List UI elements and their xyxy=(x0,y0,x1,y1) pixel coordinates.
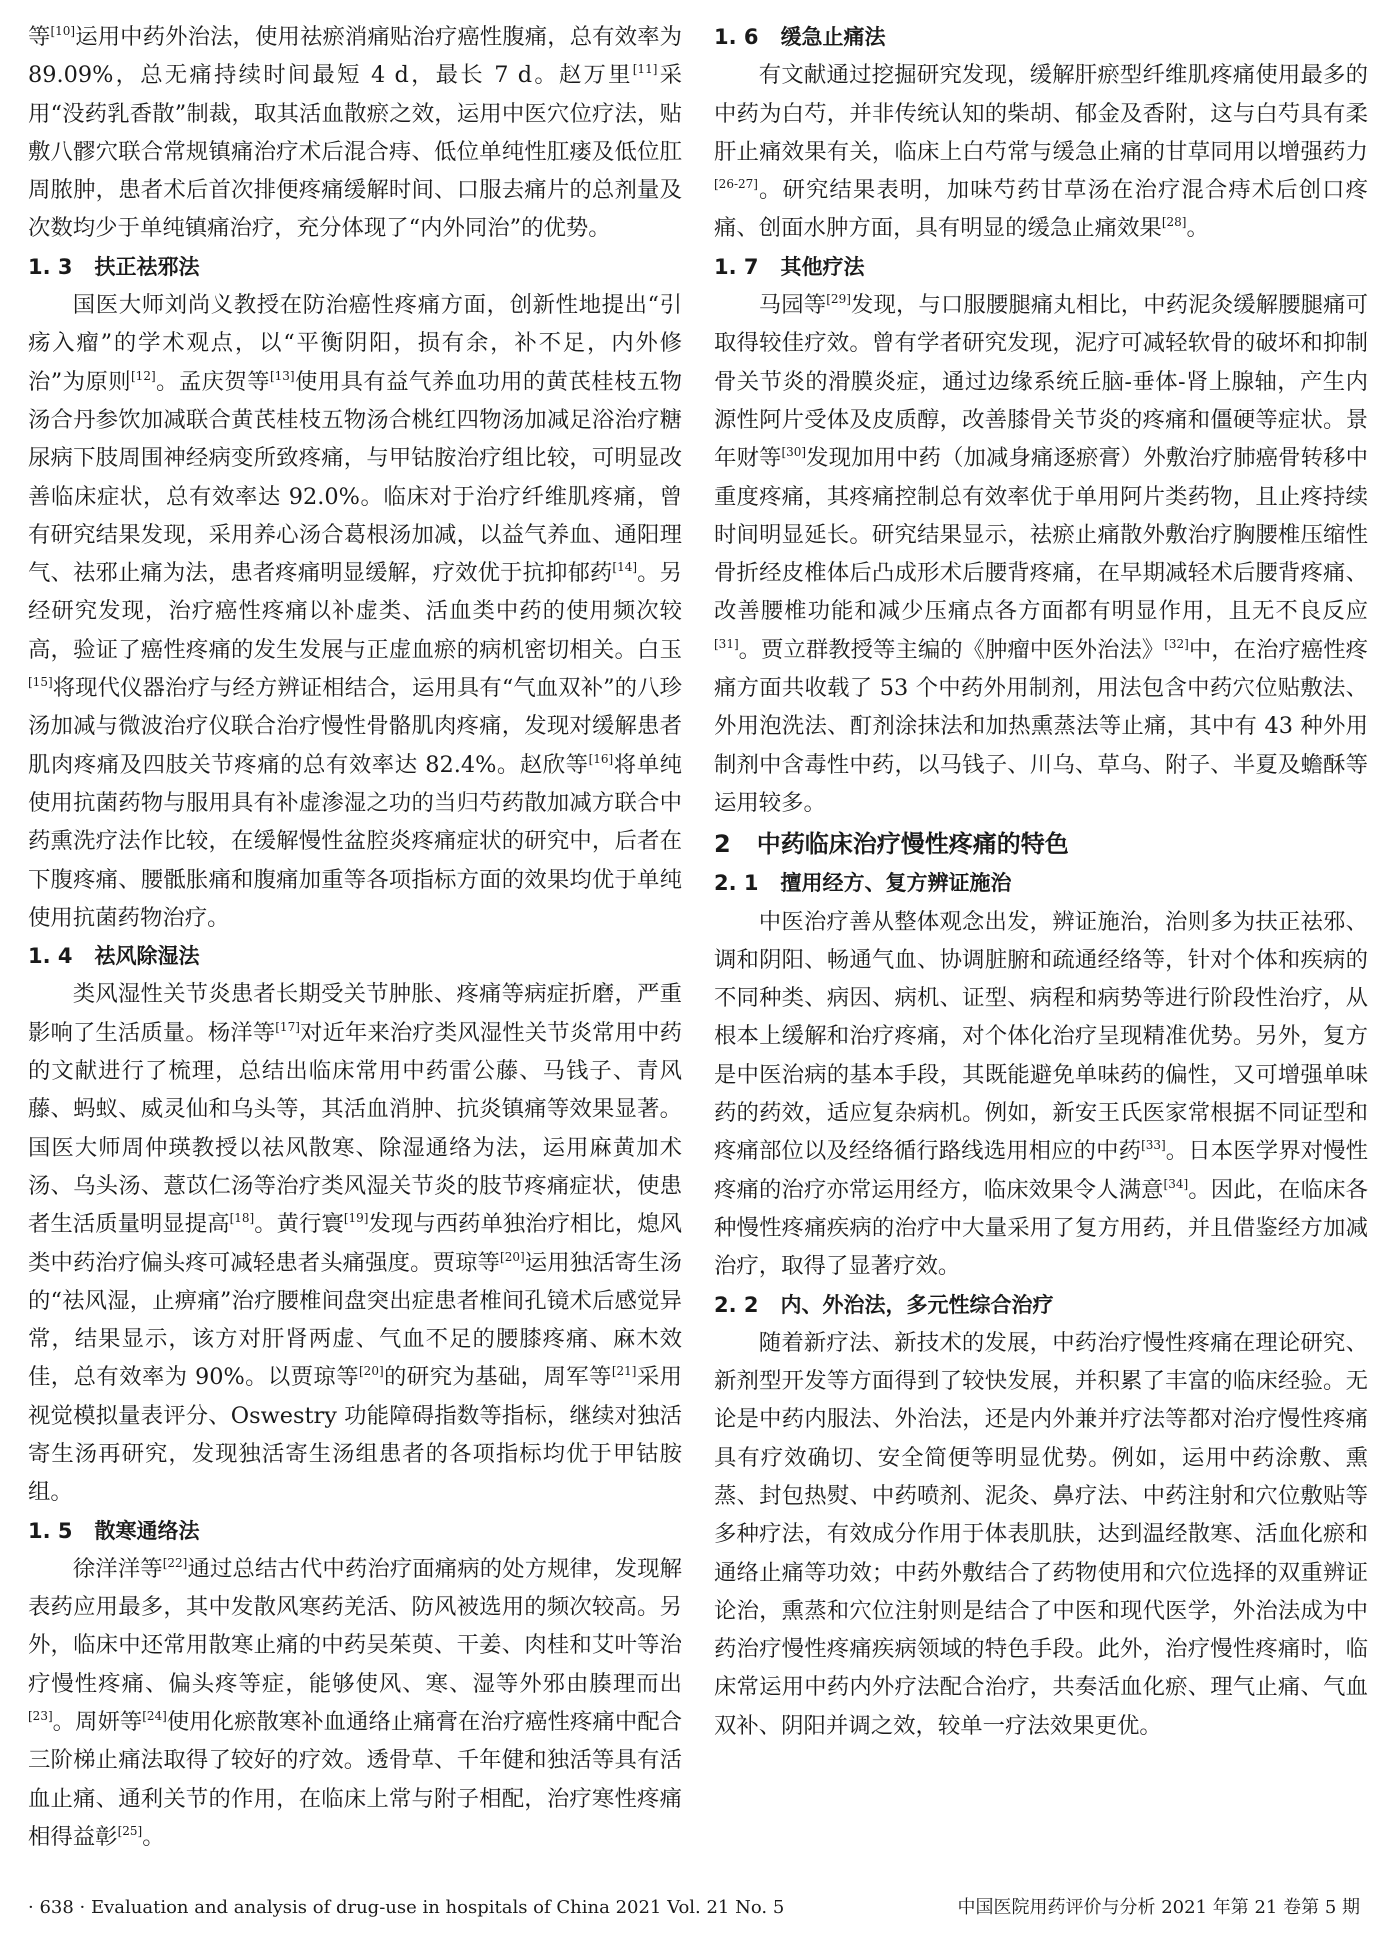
section-number: 2 xyxy=(714,830,731,859)
citation: [25] xyxy=(117,1823,143,1838)
text-run: 发现加用中药（加减身痛逐瘀膏）外敷治疗肺癌骨转移中重度疼痛，其疼痛控制总有效率优于单用阿片类药物，且止疼持续时间明显延长。研究结果显示，祛瘀止痛散外敷治疗胸腰椎压缩性骨折经皮椎体后凸成形术后腰背疼痛，在早期减轻术后腰背疼痛、改善腰椎功能和减少压痛点各方面都有明显作用，且无不良反应 xyxy=(714,445,1369,625)
citation: [26-27] xyxy=(714,177,758,192)
text-run: 采用视觉模拟量表评分、Oswestry 功能障碍指数等指标，继续对独活寄生汤再研究，发现独活寄生汤组患者的各项指标均优于甲钴胺组。 xyxy=(28,1364,683,1506)
section-title: 其他疗法 xyxy=(780,254,865,279)
citation: [10] xyxy=(50,24,76,38)
text-run: 对近年来治疗类风湿性关节炎常用中药的文献进行了梳理，总结出临床常用中药雷公藤、马钱子、青风藤、蚂蚁、威灵仙和乌头等，其活血消肿、抗炎镇痛等效果显著。国医大师周仲瑛教授以祛风散寒、除湿通络为法，运用麻黄加术汤、乌头汤、薏苡仁汤等治疗类风湿关节炎的肢节疼痛症状，使患者生活质量明显提高 xyxy=(28,1019,683,1238)
section-title: 缓急止痛法 xyxy=(780,25,886,49)
paragraph xyxy=(714,56,1368,247)
citation: [30] xyxy=(781,445,807,460)
text-run: 国医大师刘尚义教授在防治癌性疼痛方面，创新性地提出“引疡入瘤”的学术观点，以“平衡阴阳，损有余，补不足，内外修治”为原则 xyxy=(28,292,682,395)
section-title: 内、外治法，多元性综合治疗 xyxy=(780,1292,1054,1317)
text-run: 。因此，在临床各种慢性疼痛疾病的治疗中大量采用了复方用药，并且借鉴经方加减治疗，取得了显著疗效。 xyxy=(714,1176,1369,1280)
citation: [28] xyxy=(1161,215,1187,230)
section-heading-2-2 xyxy=(714,1286,1368,1324)
text-run: 。贾立群教授等主编的《肿瘤中医外治法》 xyxy=(738,636,1165,663)
paragraph xyxy=(28,286,682,937)
citation: [15] xyxy=(28,675,53,690)
text-run: 。另经研究发现，治疗癌性疼痛以补虚类、活血类中药的使用频次较高，验证了癌性疼痛的发生发展与正虚血瘀的病机密切相关。白玉 xyxy=(28,560,683,663)
text-run: 等 xyxy=(28,24,51,50)
text-run: 。研究结果表明，加味芍药甘草汤在治疗混合痔术后创口疼痛、创面水肿方面，具有明显的缓急止痛效果 xyxy=(714,177,1368,242)
text-run: 使用具有益气养血功用的黄芪桂枝五物汤合丹参饮加减联合黄芪桂枝五物汤合桃红四物汤加减足浴治疗糖尿病下肢周围神经病变所致疼痛，与甲钴胺治疗组比较，可明显改善临床症状，总有效率达 92.0%。临床对于治疗纤维肌疼痛，曾有研究结果发现，采用养心汤合葛根汤加减，以益气养血、通阳理气、祛邪止痛为法，患者疼痛明显缓解，疗效优于抗抑郁药 xyxy=(28,368,683,587)
citation: [23] xyxy=(28,1709,53,1724)
citation: [24] xyxy=(142,1709,167,1724)
citation: [18] xyxy=(229,1211,255,1226)
citation: [16] xyxy=(588,751,614,766)
section-number: 2. 1 xyxy=(714,871,759,896)
footer-journal-english: · 638 · Evaluation and analysis of drug-use in hospitals of China 2021 Vol. 21 No. 5 xyxy=(28,1897,785,1918)
section-number: 1. 6 xyxy=(714,25,759,49)
paragraph xyxy=(714,1324,1368,1745)
text-run: 随着新疗法、新技术的发展，中药治疗慢性疼痛在理论研究、新剂型开发等方面得到了较快发展，并积累了丰富的临床经验。无论是中药内服法、外治法，还是内外兼并疗法等都对治疗慢性疼痛具有疗效确切、安全简便等明显优势。例如，运用中药涂敷、熏蒸、封包热熨、中药喷剂、泥灸、鼻疗法、中药注射和穴位敷贴等多种疗法，有效成分作用于体表肌肤，达到温经散寒、活血化瘀和通络止痛等功效；中药外敷结合了药物使用和穴位选择的双重辨证论治，熏蒸和穴位注射则是结合了中医和现代医学，外治法成为中药治疗慢性疼痛疾病领域的特色手段。此外，治疗慢性疼痛时，临床常运用中药内外疗法配合治疗，共奏活血化瘀、理气止痛、气血双补、阴阳并调之效，较单一疗法效果更优。 xyxy=(714,1329,1368,1739)
text-run: 发现，与口服腰腿痛丸相比，中药泥灸缓解腰腿痛可取得较佳疗效。曾有学者研究发现，泥疗可减轻软骨的破坏和抑制骨关节炎的滑膜炎症，通过边缘系统丘脑-垂体-肾上腺轴，产生内源性阿片受体及皮质醇，改善膝骨关节炎的疼痛和僵硬等症状。景年财等 xyxy=(714,292,1369,472)
text-run: 。孟庆贺等 xyxy=(155,368,270,395)
section-number: 1. 7 xyxy=(714,254,759,279)
citation: [33] xyxy=(1141,1138,1166,1153)
section-title: 扶正祛邪法 xyxy=(94,254,200,279)
text-run: 运用中药外治法，使用祛瘀消痛贴治疗癌性腹痛，总有效率为 89.09%，总无痛持续时间最短 4 d，最长 7 d。赵万里 xyxy=(28,24,683,89)
citation: [21] xyxy=(611,1364,637,1379)
section-heading-1-3 xyxy=(28,248,682,286)
section-number: 1. 4 xyxy=(28,944,73,969)
section-heading-1-6 xyxy=(714,18,1368,56)
text-run: 通过总结古代中药治疗面痛病的处方规律，发现解表药应用最多，其中发散风寒药羌活、防风被选用的频次较高。另外，临床中还常用散寒止痛的中药吴茱萸、干姜、肉桂和艾叶等治疗慢性疼痛、偏头疼等症，能够使风、寒、湿等外邪由腠理而出 xyxy=(28,1555,683,1697)
section-number: 1. 5 xyxy=(28,1518,73,1543)
text-run: 将单纯使用抗菌药物与服用具有补虚渗湿之功的当归芍药散加减方联合中药熏洗疗法作比较，在缓解慢性盆腔炎疼痛症状的研究中，后者在下腹疼痛、腰骶胀痛和腹痛加重等各项指标方面的效果均优于单纯使用抗菌药物治疗。 xyxy=(28,751,683,931)
citation: [20] xyxy=(500,1249,525,1264)
text-run: 。黄行寰 xyxy=(254,1211,344,1238)
text-run: 中医治疗善从整体观念出发，辨证施治，治则多为扶正祛邪、调和阴阳、畅通气血、协调脏腑和疏通经络等，针对个体和疾病的不同种类、病因、病机、证型、病程和病势等进行阶段性治疗，从根本上缓解和治疗疼痛，对个体化治疗呈现精准优势。另外，复方是中医治病的基本手段，其既能避免单味药的偏性，又可增强单味药的药效，适应复杂病机。例如，新安王氏医家常根据不同证型和疼痛部位以及经络循行路线选用相应的中药 xyxy=(714,908,1368,1165)
text-run: 使用化瘀散寒补血通络止痛膏在治疗癌性疼痛中配合三阶梯止痛法取得了较好的疗效。透骨草、千年健和独活等具有活血止痛、通利关节的作用，在临床上常与附子相配，治疗寒性疼痛相得益彰 xyxy=(28,1709,683,1850)
citation: [31] xyxy=(714,636,739,651)
citation: [29] xyxy=(826,292,851,307)
citation: [11] xyxy=(632,62,658,77)
citation: [34] xyxy=(1163,1176,1189,1191)
citation: [22] xyxy=(162,1555,188,1570)
section-heading-2 xyxy=(714,824,1368,864)
text-run: 中，在治疗癌性疼痛方面共收载了 53 个中药外用制剂，用法包含中药穴位贴敷法、外用泡洗法、酊剂涂抹法和加热熏蒸法等止痛，其中有 43 种外用制剂中含毒性中药，以马钱子、川乌、草乌、附子、半夏及蟾酥等运用较多。 xyxy=(714,636,1369,816)
text-run: 徐洋洋等 xyxy=(72,1555,163,1582)
citation: [14] xyxy=(612,560,638,575)
citation: [13] xyxy=(269,368,295,383)
text-run: 。 xyxy=(1186,215,1209,242)
paragraph xyxy=(28,1550,682,1856)
section-title: 祛风除湿法 xyxy=(94,944,200,969)
right-column xyxy=(714,18,1368,1745)
text-run: 。日本医学界对慢性疼痛的治疗亦常运用经方，临床效果令人满意 xyxy=(714,1138,1369,1203)
section-title: 擅用经方、复方辨证施治 xyxy=(780,871,1012,896)
section-number: 1. 3 xyxy=(28,254,73,279)
citation: [19] xyxy=(343,1211,369,1226)
section-heading-1-4 xyxy=(28,937,682,975)
section-number: 2. 2 xyxy=(714,1292,759,1317)
text-run: 。 xyxy=(142,1823,165,1850)
section-title: 散寒通络法 xyxy=(94,1518,200,1543)
paragraph xyxy=(28,18,682,248)
citation: [12] xyxy=(131,368,156,383)
section-heading-2-1 xyxy=(714,864,1368,902)
paragraph xyxy=(714,286,1368,822)
text-run: 采用“没药乳香散”制裁，取其活血散瘀之效，运用中医穴位疗法，贴敷八髎穴联合常规镇痛治疗术后混合痔、低位单纯性肛瘘及低位肛周脓肿，患者术后首次排便疼痛缓解时间、口服去痛片的总剂量及次数均少于单纯镇痛治疗，充分体现了“内外同治”的优势。 xyxy=(28,62,682,242)
text-run: 将现代仪器治疗与经方辨证相结合，运用具有“气血双补”的八珍汤加减与微波治疗仪联合治疗慢性骨骼肌肉疼痛，发现对缓解患者肌肉疼痛及四肢关节疼痛的总有效率达 82.4%。赵欣等 xyxy=(28,675,682,778)
citation: [20] xyxy=(359,1364,384,1379)
text-run: 运用独活寄生汤的“祛风湿，止痹痛”治疗腰椎间盘突出症患者椎间孔镜术后感觉异常，结果显示，该方对肝肾两虚、气血不足的腰膝疼痛、麻木效佳，总有效率为 90%。以贾琼等 xyxy=(28,1249,683,1391)
paragraph xyxy=(28,975,682,1511)
section-heading-1-5 xyxy=(28,1512,682,1550)
citation: [32] xyxy=(1164,636,1189,651)
citation: [17] xyxy=(275,1019,300,1034)
section-heading-1-7 xyxy=(714,248,1368,286)
text-run: 发现与西药单独治疗相比，熄风类中药治疗偏头疼可减轻患者头痛强度。贾琼等 xyxy=(28,1211,683,1276)
text-run: 的研究为基础，周军等 xyxy=(383,1364,612,1391)
paragraph xyxy=(714,903,1368,1286)
text-run: 马园等 xyxy=(758,292,827,319)
text-run: 有文献通过挖掘研究发现，缓解肝瘀型纤维肌疼痛使用最多的中药为白芍，并非传统认知的柴胡、郁金及香附，这与白芍具有柔肝止痛效果有关，临床上白芍常与缓急止痛的甘草同用以增强药力 xyxy=(714,62,1368,165)
section-title: 中药临床治疗慢性疼痛的特色 xyxy=(756,830,1069,859)
text-run: 。周妍等 xyxy=(52,1709,143,1736)
footer-journal-chinese: 中国医院用药评价与分析 2021 年第 21 卷第 5 期 xyxy=(957,1897,1360,1918)
left-column xyxy=(28,18,682,1856)
text-run: 类风湿性关节炎患者长期受关节肿胀、疼痛等病症折磨，严重影响了生活质量。杨洋等 xyxy=(28,981,682,1046)
